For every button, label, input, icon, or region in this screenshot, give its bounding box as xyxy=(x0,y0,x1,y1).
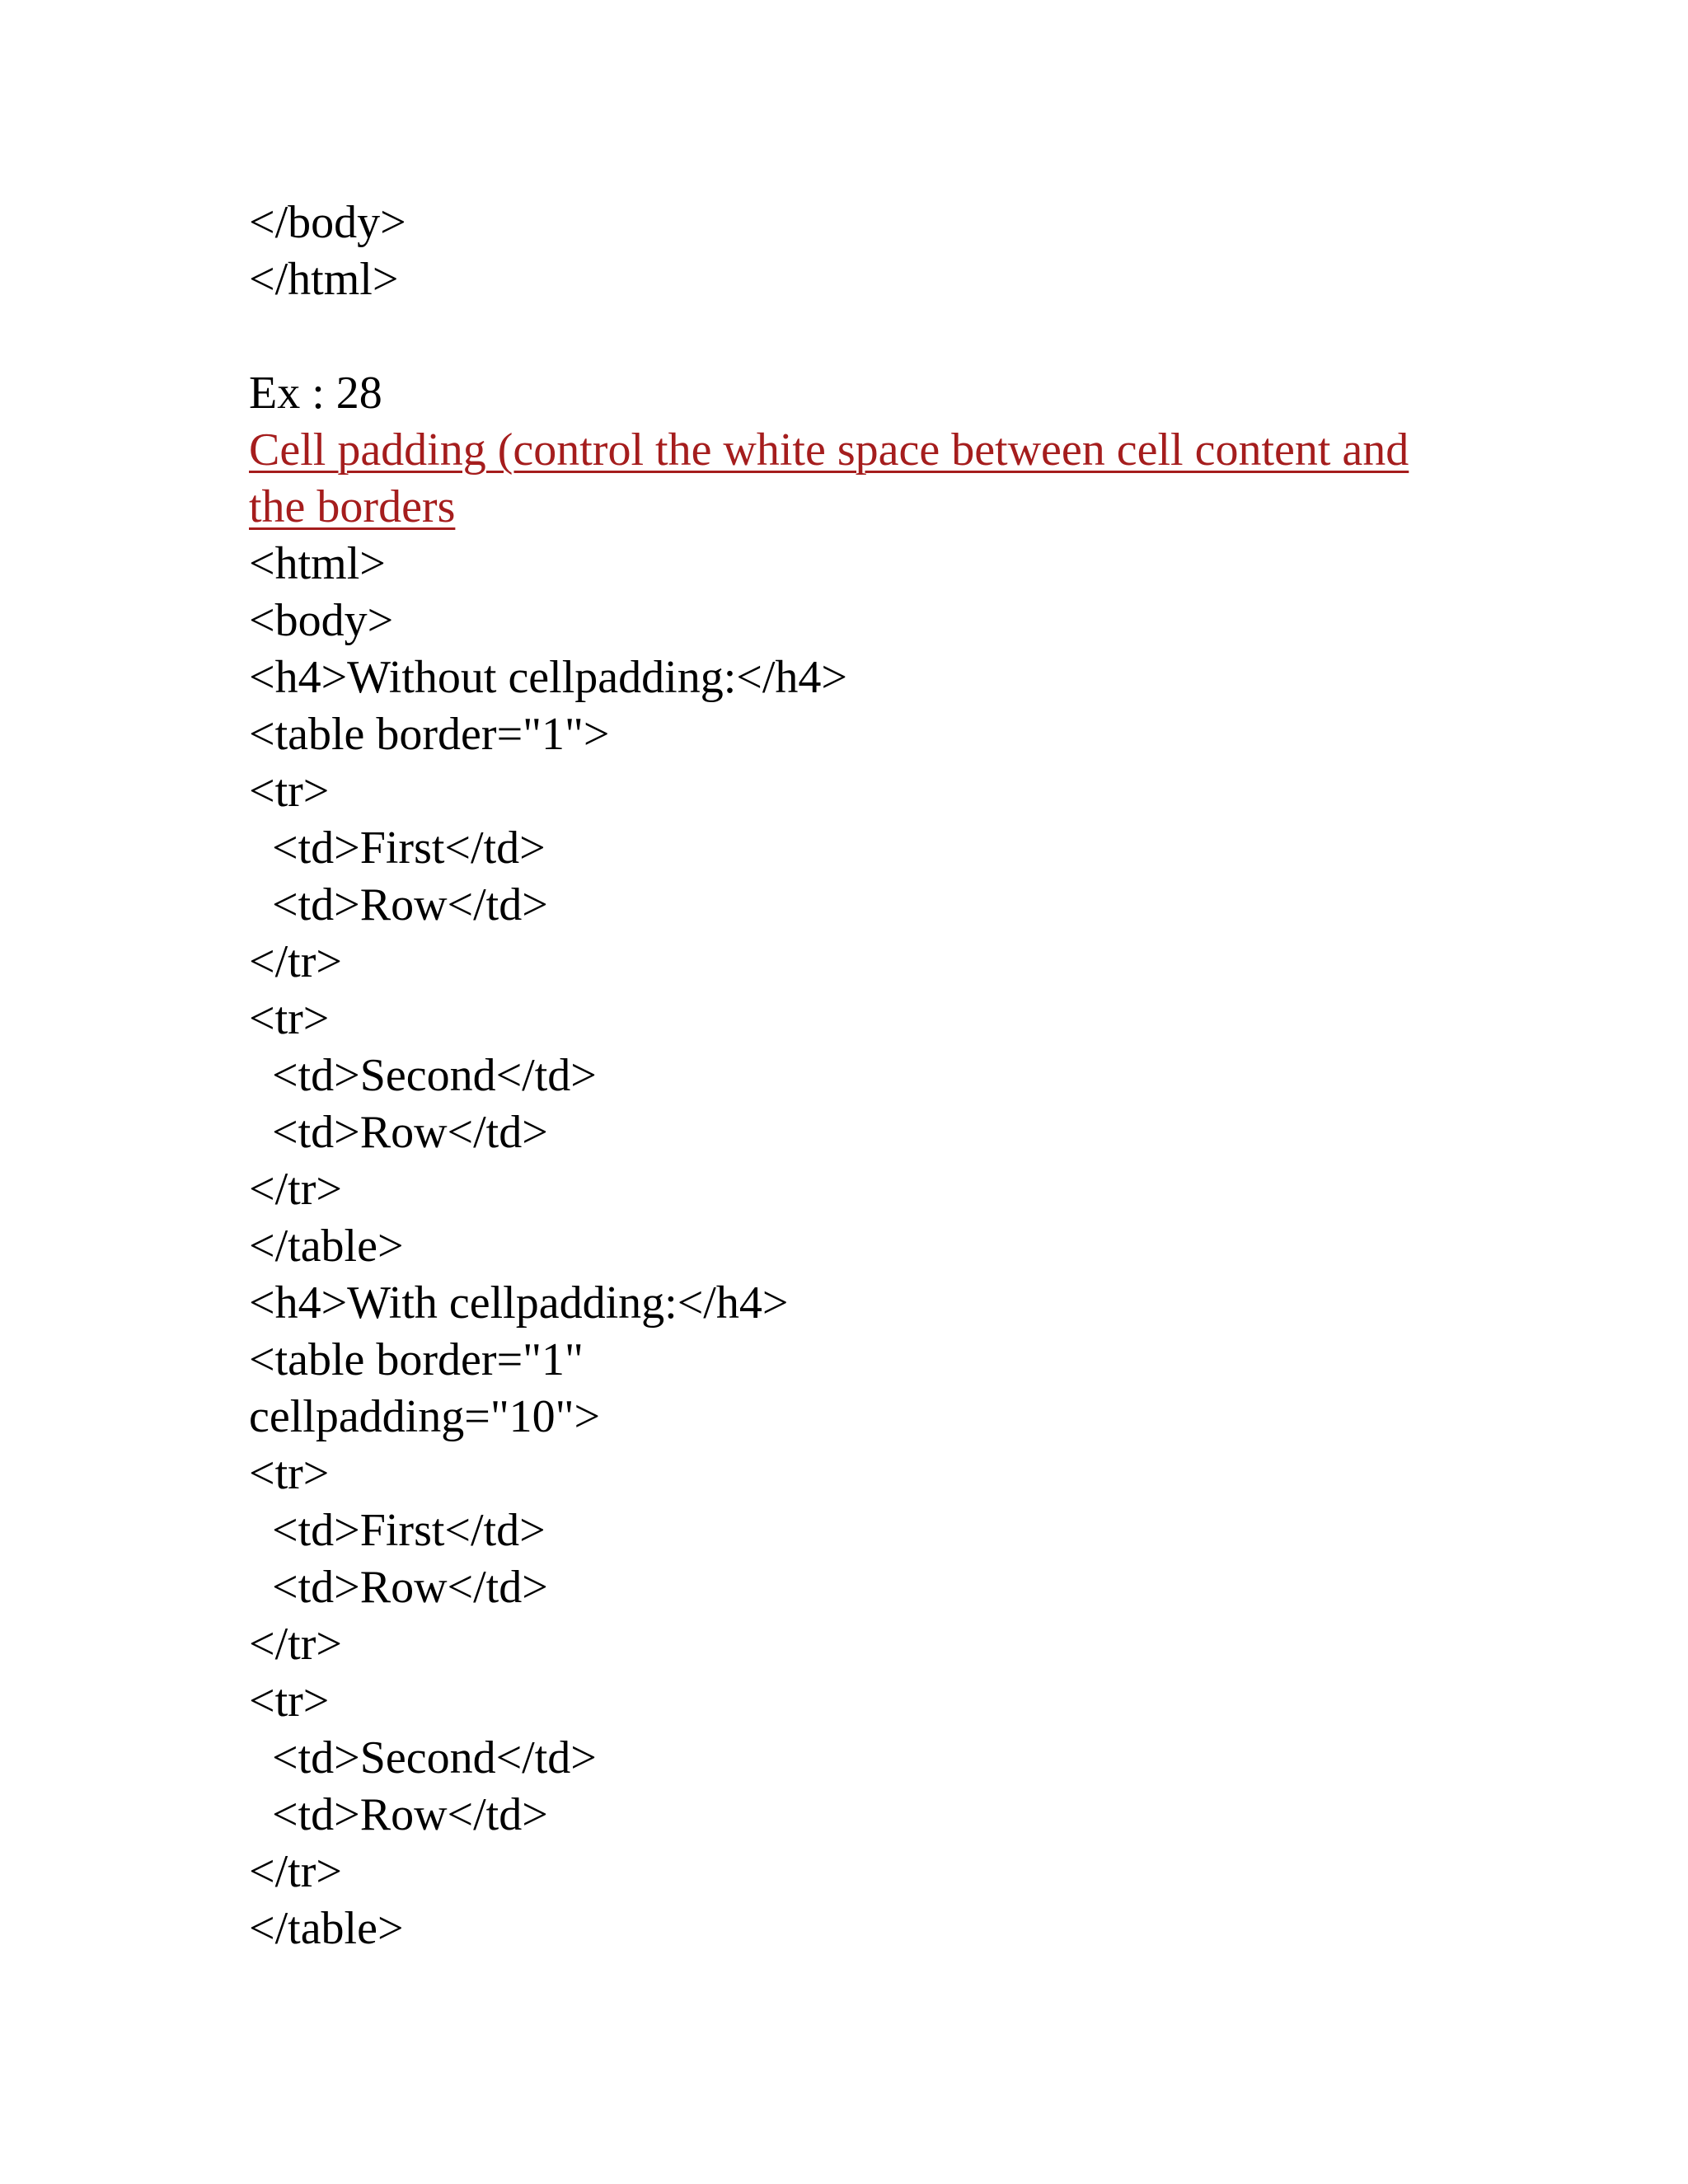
code-line: <table border="1" xyxy=(249,1334,584,1385)
code-line: <html> xyxy=(249,538,386,589)
code-line: <table border="1"> xyxy=(249,709,610,760)
code-line: <td>Row</td> xyxy=(249,1562,548,1613)
code-line: <body> xyxy=(249,595,394,646)
code-line: <tr> xyxy=(249,1448,330,1499)
code-line: </table> xyxy=(249,1221,404,1272)
blank-line xyxy=(249,308,1444,365)
code-line: </tr> xyxy=(249,1846,342,1897)
code-line: <td>Row</td> xyxy=(249,1107,548,1158)
code-line: <td>Row</td> xyxy=(249,879,548,930)
code-line: <td>First</td> xyxy=(249,823,546,874)
code-line: </table> xyxy=(249,1903,404,1954)
code-line: <tr> xyxy=(249,993,330,1044)
code-line: </tr> xyxy=(249,1619,342,1670)
code-line: </html> xyxy=(249,254,399,305)
code-line: <h4>With cellpadding:</h4> xyxy=(249,1277,789,1329)
document-body xyxy=(249,194,1444,1957)
code-line: <tr> xyxy=(249,1675,330,1727)
code-line: </tr> xyxy=(249,936,342,987)
code-line: <td>First</td> xyxy=(249,1505,546,1556)
code-line: <td>Row</td> xyxy=(249,1789,548,1840)
code-line: <td>Second</td> xyxy=(249,1050,597,1101)
code-line: </tr> xyxy=(249,1164,342,1215)
code-line: <td>Second</td> xyxy=(249,1732,597,1783)
example-label: Ex : 28 xyxy=(249,368,382,419)
code-line: <tr> xyxy=(249,766,330,817)
code-line: </body> xyxy=(249,197,406,248)
code-line: cellpadding="10"> xyxy=(249,1391,601,1442)
code-block xyxy=(249,536,1444,1957)
code-line: <h4>Without cellpadding:</h4> xyxy=(249,652,847,703)
example-heading-link[interactable]: Cell padding (control the white space between cell content and the borders xyxy=(249,424,1409,532)
